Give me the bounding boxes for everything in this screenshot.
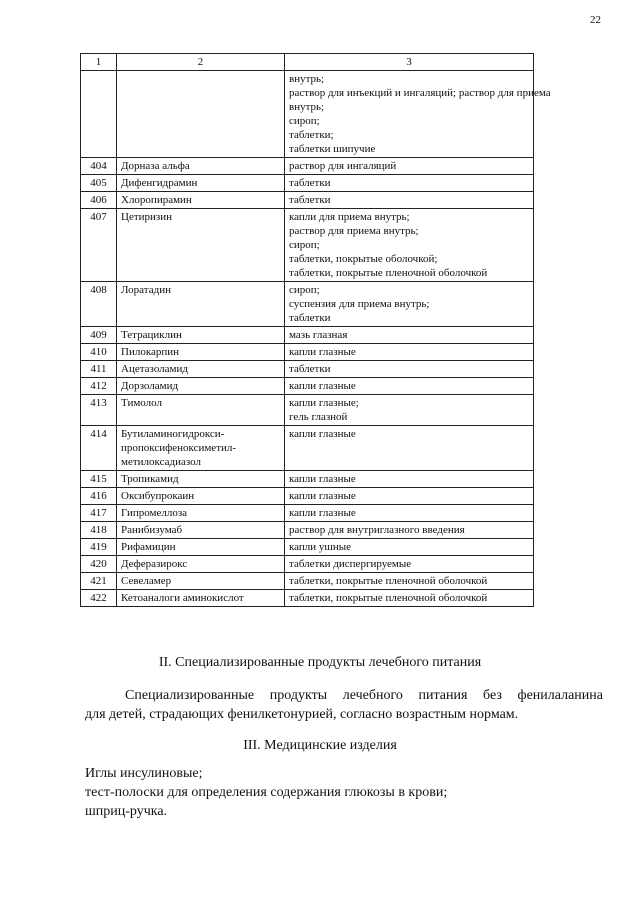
- table-row: [81, 327, 534, 344]
- row-number: 412: [81, 378, 117, 395]
- drug-name-cell: [117, 556, 285, 573]
- drug-name-cell: [117, 426, 285, 471]
- drug-name-cell: [117, 361, 285, 378]
- row-number: 405: [81, 175, 117, 192]
- column-header: 3: [285, 54, 534, 71]
- table-body: [81, 71, 551, 607]
- drug-name: Хлоропирамин: [121, 194, 192, 206]
- dosage-form-cell: [285, 539, 534, 556]
- drug-name-cell: [117, 209, 285, 282]
- drug-name: Тропикамид: [121, 473, 179, 485]
- column-header: 2: [117, 54, 285, 71]
- drug-name: Дорназа альфа: [121, 160, 190, 172]
- table-row: [81, 539, 534, 556]
- dosage-form: раствор для ингаляций: [289, 160, 397, 172]
- drug-name-cell: [117, 175, 285, 192]
- drug-name: Ранибизумаб: [121, 524, 183, 536]
- drug-name-cell: [117, 158, 285, 175]
- dosage-form: капли глазные: [289, 507, 356, 519]
- drug-table: [80, 53, 551, 607]
- dosage-form: раствор для приема внутрь;: [289, 225, 419, 237]
- dosage-form-cell: [285, 505, 534, 522]
- table-row: [81, 192, 534, 209]
- drug-name: Оксибупрокаин: [121, 490, 195, 502]
- page-number: 22: [590, 14, 601, 26]
- dosage-form-cell: [285, 175, 534, 192]
- dosage-form: капли для приема внутрь;: [289, 211, 410, 223]
- dosage-form: таблетки;: [289, 129, 334, 141]
- dosage-form-cell: [285, 327, 534, 344]
- row-number: 414: [81, 426, 117, 471]
- row-number: 417: [81, 505, 117, 522]
- drug-name: Кетоаналоги аминокислот: [121, 592, 244, 604]
- medical-devices-list: [85, 764, 447, 821]
- dosage-form: таблетки, покрытые пленочной оболочкой: [289, 575, 488, 587]
- paragraph-line: Специализированные продукты лечебного питания без фенилаланина: [125, 688, 603, 703]
- row-number: 420: [81, 556, 117, 573]
- dosage-form-cell: [285, 573, 534, 590]
- table-row: [81, 209, 534, 282]
- paragraph-line: для детей, страдающих фенилкетонурией, согласно возрастным нормам.: [85, 707, 519, 722]
- dosage-form-cell: [285, 282, 534, 327]
- table-row: [81, 361, 534, 378]
- dosage-form: таблетки, покрытые оболочкой;: [289, 253, 438, 265]
- dosage-form-cell: [285, 488, 534, 505]
- list-item: Иглы инсулиновые;: [85, 766, 203, 781]
- drug-name-cell: [117, 522, 285, 539]
- dosage-form-cell: [285, 556, 534, 573]
- dosage-form: таблетки: [289, 363, 331, 375]
- dosage-form: суспензия для приема внутрь;: [289, 298, 430, 310]
- table-row: [81, 556, 534, 573]
- table-row: [81, 488, 534, 505]
- drug-name-cell: [117, 282, 285, 327]
- table-row: [81, 378, 534, 395]
- row-number: 409: [81, 327, 117, 344]
- row-number: 415: [81, 471, 117, 488]
- dosage-form-cell: [285, 209, 534, 282]
- dosage-form: капли глазные: [289, 380, 356, 392]
- dosage-form-cell: [285, 71, 551, 158]
- row-number: [81, 71, 117, 158]
- dosage-form: таблетки шипучие: [289, 143, 376, 155]
- section-2-paragraph: [85, 686, 603, 724]
- row-number: 404: [81, 158, 117, 175]
- row-number: 410: [81, 344, 117, 361]
- drug-name: Дифенгидрамин: [121, 177, 198, 189]
- drug-name-cell: [117, 344, 285, 361]
- drug-name: Лоратадин: [121, 284, 171, 296]
- drug-name: Цетиризин: [121, 211, 173, 223]
- table-row: [81, 471, 534, 488]
- dosage-form-cell: [285, 395, 534, 426]
- drug-name: метилоксадиазол: [121, 456, 201, 468]
- dosage-form: капли ушные: [289, 541, 352, 553]
- dosage-form: таблетки, покрытые пленочной оболочкой: [289, 267, 488, 279]
- dosage-form-cell: [285, 192, 534, 209]
- dosage-form: гель глазной: [289, 411, 348, 423]
- drug-name-cell: [117, 327, 285, 344]
- row-number: 413: [81, 395, 117, 426]
- dosage-form: капли глазные: [289, 473, 356, 485]
- drug-name-cell: [117, 573, 285, 590]
- section-2-heading: II. Специализированные продукты лечебного питания: [158, 655, 482, 670]
- dosage-form: таблетки: [289, 177, 331, 189]
- dosage-form: внутрь;: [289, 101, 325, 113]
- drug-name: Ацетазоламид: [121, 363, 188, 375]
- dosage-form: раствор для внутриглазного введения: [289, 524, 465, 536]
- drug-name: пропоксифеноксиметил-: [121, 442, 237, 454]
- drug-name: Тетрациклин: [121, 329, 182, 341]
- dosage-form: таблетки, покрытые пленочной оболочкой: [289, 592, 488, 604]
- row-number: 419: [81, 539, 117, 556]
- table-row: [81, 573, 534, 590]
- row-number: 406: [81, 192, 117, 209]
- table-row: [81, 158, 534, 175]
- table-row: [81, 344, 534, 361]
- drug-name-cell: [117, 192, 285, 209]
- drug-name-cell: [117, 539, 285, 556]
- drug-name-cell: [117, 71, 285, 158]
- dosage-form-cell: [285, 344, 534, 361]
- dosage-form: сироп;: [289, 284, 320, 296]
- table-row: [81, 282, 534, 327]
- dosage-form-cell: [285, 426, 534, 471]
- table-row: [81, 590, 534, 607]
- drug-name-cell: [117, 378, 285, 395]
- list-item: шприц-ручка.: [85, 804, 168, 819]
- table-row: [81, 175, 534, 192]
- row-number: 421: [81, 573, 117, 590]
- drug-name-cell: [117, 590, 285, 607]
- table-row: [81, 426, 534, 471]
- table-row: [81, 395, 534, 426]
- table-row: [81, 505, 534, 522]
- dosage-form: таблетки диспергируемые: [289, 558, 412, 570]
- dosage-form-cell: [285, 590, 534, 607]
- dosage-form-cell: [285, 378, 534, 395]
- dosage-form: внутрь;: [289, 73, 325, 85]
- row-number: 416: [81, 488, 117, 505]
- list-item: тест-полоски для определения содержания глюкозы в крови;: [85, 785, 448, 800]
- column-header: 1: [81, 54, 117, 71]
- row-number: 422: [81, 590, 117, 607]
- row-number: 408: [81, 282, 117, 327]
- dosage-form-cell: [285, 522, 534, 539]
- drug-name-cell: [117, 471, 285, 488]
- drug-name: Рифамицин: [121, 541, 176, 553]
- table-row: [81, 71, 534, 158]
- dosage-form: мазь глазная: [289, 329, 348, 341]
- dosage-form: капли глазные: [289, 490, 356, 502]
- drug-name: Дорзоламид: [121, 380, 179, 392]
- table-header-row: [81, 54, 534, 71]
- table-row: [81, 522, 534, 539]
- row-number: 411: [81, 361, 117, 378]
- dosage-form-cell: [285, 361, 534, 378]
- dosage-form: сироп;: [289, 115, 320, 127]
- dosage-form: сироп;: [289, 239, 320, 251]
- dosage-form: таблетки: [289, 312, 331, 324]
- drug-name: Пилокарпин: [121, 346, 180, 358]
- dosage-form: капли глазные;: [289, 397, 359, 409]
- dosage-form: таблетки: [289, 194, 331, 206]
- row-number: 418: [81, 522, 117, 539]
- drug-name-cell: [117, 505, 285, 522]
- drug-name: Гипромеллоза: [121, 507, 188, 519]
- drug-name: Севеламер: [121, 575, 172, 587]
- drug-name-cell: [117, 488, 285, 505]
- dosage-form-cell: [285, 471, 534, 488]
- dosage-form-cell: [285, 158, 534, 175]
- section-3-heading: III. Медицинские изделия: [243, 738, 397, 753]
- dosage-form: капли глазные: [289, 428, 356, 440]
- row-number: 407: [81, 209, 117, 282]
- dosage-form: раствор для инъекций и ингаляций; раствор для приема: [289, 87, 551, 99]
- drug-name: Деферазирокс: [121, 558, 188, 570]
- drug-name-cell: [117, 395, 285, 426]
- drug-name: Бутиламиногидрокси-: [121, 428, 225, 440]
- dosage-form: капли глазные: [289, 346, 356, 358]
- drug-name: Тимолол: [121, 397, 162, 409]
